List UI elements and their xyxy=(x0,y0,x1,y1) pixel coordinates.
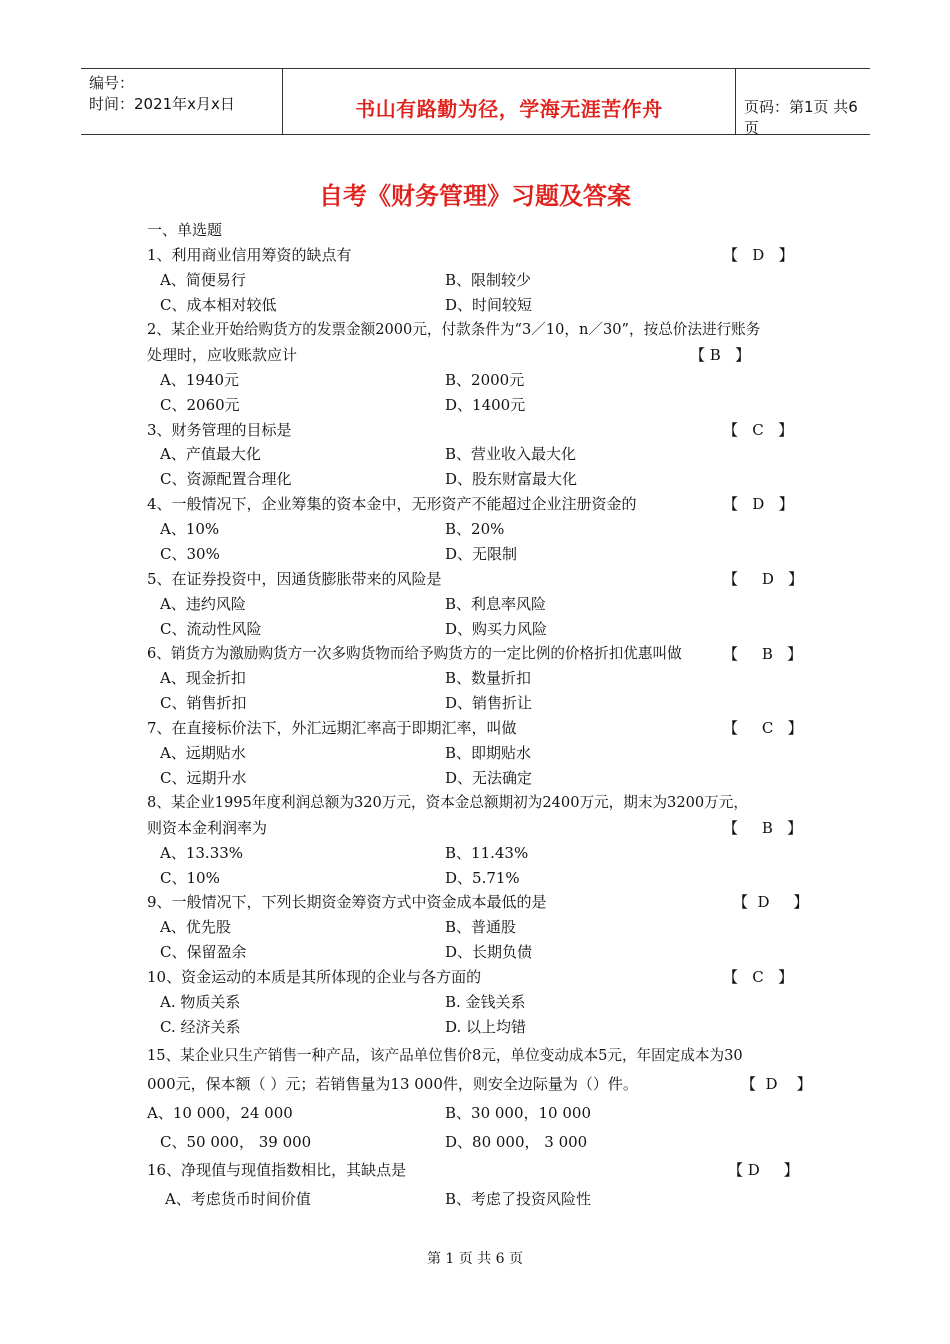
q8-option-c: C、10% xyxy=(160,869,220,887)
q16-option-a: A、考虑货币时间价值 xyxy=(165,1190,311,1208)
q2-option-a: A、1940元 xyxy=(160,371,240,389)
header-motto: 书山有路勤为径，学海无涯苦作舟 xyxy=(355,97,663,121)
answer-3: 【 C 】 xyxy=(723,421,794,439)
q9-option-b: B、普通股 xyxy=(445,918,517,936)
q2-option-b: B、2000元 xyxy=(445,371,525,389)
page-info: 页码：第1页 共6页 xyxy=(744,98,858,137)
question-1: 1、利用商业信用筹资的缺点有 xyxy=(147,246,352,264)
q4-option-c: C、30% xyxy=(160,545,220,563)
q8-option-a: A、13.33% xyxy=(160,844,244,862)
question-10: 10、资金运动的本质是其所体现的企业与各方面的 xyxy=(147,968,482,986)
q15-option-b: B、30 000，10 000 xyxy=(445,1104,591,1122)
q1-option-c: C、成本相对较低 xyxy=(160,296,277,314)
q16-option-b: B、考虑了投资风险性 xyxy=(445,1190,592,1208)
section-heading: 一、单选题 xyxy=(147,221,223,239)
question-5: 5、在证券投资中，因通货膨胀带来的风险是 xyxy=(147,570,442,588)
answer-1: 【 D 】 xyxy=(723,246,794,264)
q2-option-d: D、1400元 xyxy=(445,396,526,414)
time-label: 时间：2021年x月x日 xyxy=(89,95,235,113)
q8-option-d: D、5.71% xyxy=(445,869,520,887)
q4-option-d: D、无限制 xyxy=(445,545,518,563)
q6-option-a: A、现金折扣 xyxy=(160,669,246,687)
answer-4: 【 D 】 xyxy=(723,495,794,513)
header-right-cell xyxy=(736,69,870,137)
q3-option-c: C、资源配置合理化 xyxy=(160,470,292,488)
q8-option-b: B、11.43% xyxy=(445,844,529,862)
question-9: 9、一般情况下，下列长期资金筹资方式中资金成本最低的是 xyxy=(147,893,547,911)
header-middle-cell xyxy=(282,69,736,134)
answer-16: 【 D 】 xyxy=(728,1161,799,1179)
q9-option-a: A、优先股 xyxy=(160,918,231,936)
q1-option-d: D、时间较短 xyxy=(445,296,533,314)
answer-8: 【 B 】 xyxy=(723,819,803,837)
answer-10: 【 C 】 xyxy=(723,968,794,986)
q10-option-a: A. 物质关系 xyxy=(160,993,241,1011)
q1-option-a: A、简便易行 xyxy=(160,271,246,289)
q5-option-b: B、利息率风险 xyxy=(445,595,547,613)
question-7: 7、在直接标价法下，外汇远期汇率高于即期汇率，叫做 xyxy=(147,719,517,737)
q10-option-d: D. 以上均错 xyxy=(445,1018,527,1036)
q15-option-c: C、50 000， 39 000 xyxy=(160,1133,312,1151)
answer-6: 【 B 】 xyxy=(723,645,803,663)
q3-option-a: A、产值最大化 xyxy=(160,445,261,463)
q7-option-a: A、远期贴水 xyxy=(160,744,246,762)
q1-option-b: B、限制较少 xyxy=(445,271,532,289)
answer-9: 【 D 】 xyxy=(733,893,809,911)
q6-option-b: B、数量折扣 xyxy=(445,669,532,687)
q7-option-d: D、无法确定 xyxy=(445,769,533,787)
question-2-line1: 2、某企业开始给购货方的发票金额2000元，付款条件为“3／10，n／30”，按总价法进行账务 xyxy=(147,321,761,338)
question-15-line1: 15、某企业只生产销售一种产品，该产品单位售价8元，单位变动成本5元，年固定成本为30 xyxy=(147,1047,743,1064)
q7-option-b: B、即期贴水 xyxy=(445,744,532,762)
page-footer: 第 1 页 共 6 页 xyxy=(426,1251,524,1267)
answer-15: 【 D 】 xyxy=(741,1075,812,1093)
code-label: 编号： xyxy=(89,74,135,92)
q15-option-a: A、10 000，24 000 xyxy=(147,1104,293,1122)
document-title: 自考《财务管理》习题及答案 xyxy=(319,182,631,210)
q5-option-c: C、流动性风险 xyxy=(160,620,262,638)
question-16: 16、净现值与现值指数相比，其缺点是 xyxy=(147,1161,407,1179)
q3-option-d: D、股东财富最大化 xyxy=(445,470,578,488)
q3-option-b: B、营业收入最大化 xyxy=(445,445,577,463)
q10-option-b: B. 金钱关系 xyxy=(445,993,526,1011)
question-4: 4、一般情况下，企业筹集的资本金中，无形资产不能超过企业注册资金的 xyxy=(147,495,637,513)
q10-option-c: C. 经济关系 xyxy=(160,1018,241,1036)
answer-2: 【 B 】 xyxy=(690,346,751,364)
header-left-cell xyxy=(81,69,282,134)
question-8-line1: 8、某企业1995年度利润总额为320万元，资本金总额期初为2400万元，期末为3200万元， xyxy=(147,794,748,811)
q9-option-d: D、长期负债 xyxy=(445,943,533,961)
answer-5: 【 D 】 xyxy=(723,570,804,588)
q2-option-c: C、2060元 xyxy=(160,396,240,414)
page-header xyxy=(81,68,870,135)
q15-option-d: D、80 000， 3 000 xyxy=(445,1133,588,1151)
question-8-line2: 则资本金利润率为 xyxy=(147,819,268,837)
q4-option-a: A、10% xyxy=(160,520,220,538)
q7-option-c: C、远期升水 xyxy=(160,769,247,787)
q9-option-c: C、保留盈余 xyxy=(160,943,247,961)
question-2-line2: 处理时，应收账款应计 xyxy=(147,346,298,364)
answer-7: 【 C 】 xyxy=(723,719,803,737)
q6-option-c: C、销售折扣 xyxy=(160,694,247,712)
q5-option-a: A、违约风险 xyxy=(160,595,246,613)
question-6: 6、销货方为激励购货方一次多购货物而给予购货方的一定比例的价格折扣优惠叫做 xyxy=(147,645,682,662)
q6-option-d: D、销售折让 xyxy=(445,694,533,712)
q4-option-b: B、20% xyxy=(445,520,505,538)
question-3: 3、财务管理的目标是 xyxy=(147,421,292,439)
question-15-line2: 000元，保本额（ ）元；若销售量为13 000件，则安全边际量为（）件。 xyxy=(147,1075,638,1093)
q5-option-d: D、购买力风险 xyxy=(445,620,548,638)
